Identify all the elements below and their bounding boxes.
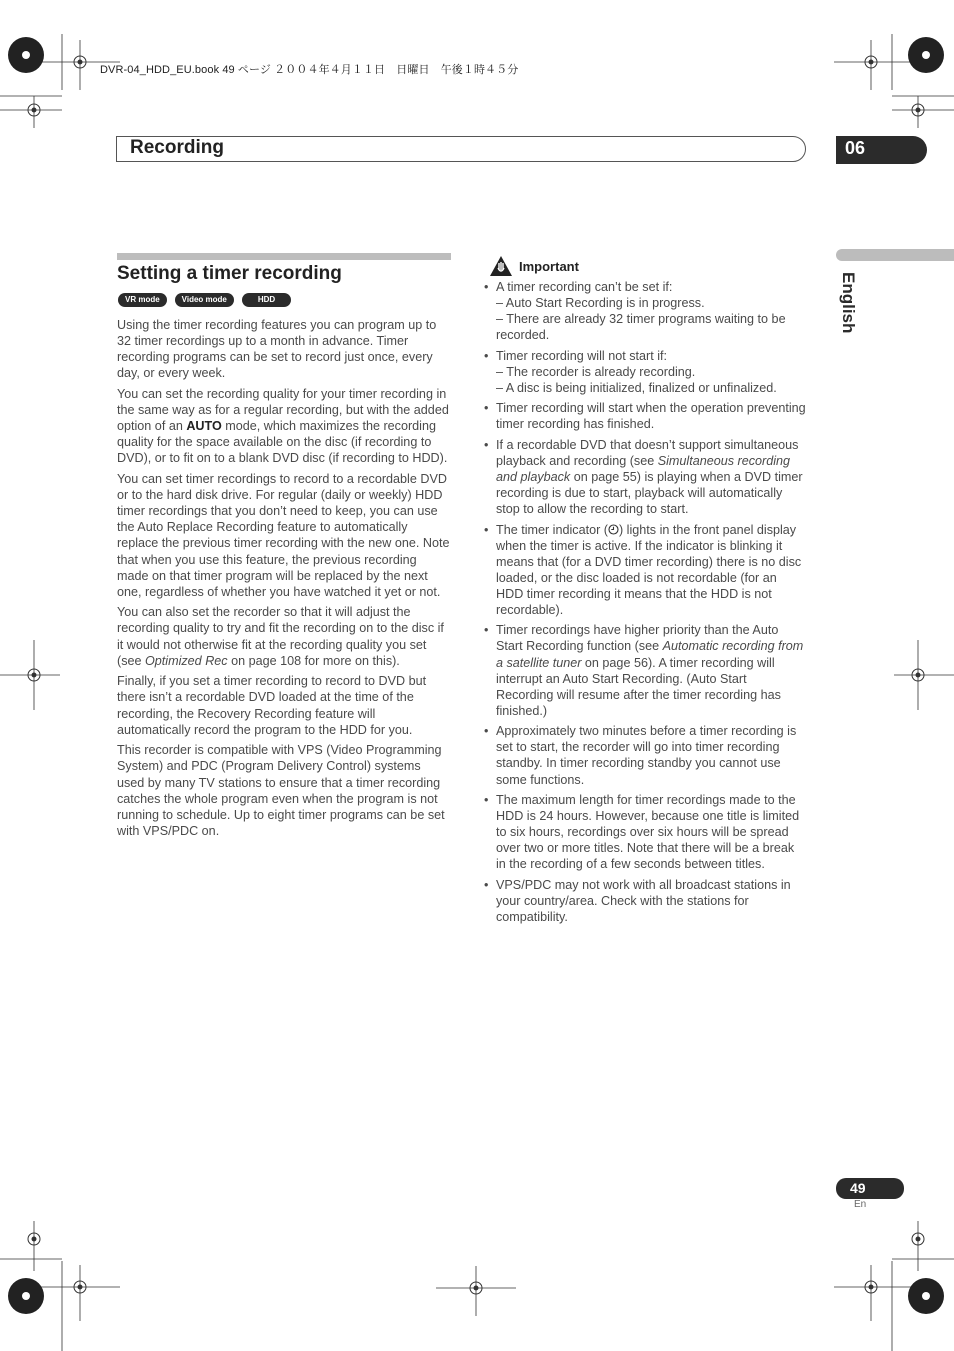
registration-mark-mid-left <box>0 640 60 710</box>
page-number: 49 <box>850 1180 866 1196</box>
list-item: • Approximately two minutes before a timer recording is set to start, the recorder will go into timer recording standby. In timer recording standby you cannot use some functions. <box>484 724 797 787</box>
paragraph: You can also set the recorder so that it will adjust the recording quality to try and fit the recording on to the disc if it would not otherwise fit at the recording quality you set (see Optimized Rec on page 108 for more on this). <box>117 605 444 668</box>
list-item: • A timer recording can’t be set if: – Auto Start Recording is in progress. – There are already 32 timer programs waiting to be recorded. <box>484 280 786 343</box>
list-item: • VPS/PDC may not work with all broadcast stations in your country/area. Check with the stations for compatibility. <box>484 877 791 924</box>
paragraph: Finally, if you set a timer recording to record to DVD but there isn’t a recordable DVD loaded at the time of the recording, the Recovery Recording feature will automatically record the program to the HDD for you. <box>117 674 427 737</box>
paragraph: You can set the recording quality for your timer recording in the same way as for a regular recording, but with the added option of an AUTO mode, which maximizes the recording quality for the space available on the disc (if recording to DVD), or to fit on to a blank DVD disc (if recording to HDD). <box>117 386 449 466</box>
chapter-number: 06 <box>845 138 866 158</box>
hand-warning-icon <box>489 255 513 277</box>
cross-reference: Simultaneous recording and playback <box>496 453 791 484</box>
badge-hdd: HDD <box>242 293 291 307</box>
list-item: • Timer recording will not start if: – The recorder is already recording. – A disc is being initialized, finalized or unfinalized. <box>484 348 777 395</box>
language-tab <box>836 249 954 261</box>
list-item: • If a recordable DVD that doesn’t support simultaneous playback and recording (see Simultaneous recording and playback on page 55) is playing when a DVD timer recording is due to start, playback will automatically stop to allow the recording to start. <box>484 437 803 517</box>
registration-mark-bottom-right <box>824 1221 954 1351</box>
badge-video-mode: Video mode <box>175 293 234 307</box>
mode-badges <box>118 293 291 307</box>
page-language: En <box>854 1199 867 1210</box>
list-item: • The maximum length for timer recordings made to the HDD is 24 hours. However, because one title is limited to six hours, recordings over six hours will be spread over two or more titles. Note that there will be a break in the recording of a few seconds between titles. <box>484 792 800 872</box>
language-label: English <box>839 272 858 334</box>
auto-mode-term: AUTO <box>186 419 222 434</box>
important-list <box>484 279 806 929</box>
registration-mark-bottom-center <box>436 1261 516 1321</box>
registration-mark-bottom-left <box>0 1221 130 1351</box>
header-title: Recording <box>130 137 224 158</box>
list-item: • Timer recordings have higher priority than the Auto Start Recording function (see Automatic recording from a satellite tuner on page 56). A timer recording will interrupt an Auto Start Recording. (Auto Start Recording will resume after the timer recording has finished.) <box>484 623 804 718</box>
section-title: Setting a timer recording <box>117 263 342 284</box>
page-number-tab <box>836 1178 904 1199</box>
timer-clock-icon <box>608 524 619 535</box>
cross-reference: Automatic recording from a satellite tuner <box>496 639 804 670</box>
print-info-line: DVR-04_HDD_EU.book 49 ページ ２００４年４月１１日 日曜日 午後１時４５分 <box>100 64 519 76</box>
paragraph: You can set timer recordings to record to a recordable DVD or to the hard disk drive. For regular (daily or weekly) HDD timer recordings that you don’t need to keep, you can use the Auto Replace Recording feature to automatically replace the previous timer recording with the new one. Note that when you use this feature, the previous recording made on that timer program will be replaced by the next one, regardless of whether you have watched it yet or not. <box>117 472 450 599</box>
list-item: • Timer recording will start when the operation preventing timer recording has finished. <box>484 401 806 432</box>
registration-mark-mid-right <box>894 640 954 710</box>
left-column <box>117 317 451 843</box>
important-heading <box>489 255 579 277</box>
list-item: • The timer indicator ( ) lights in the front panel display when the timer is active. If the indicator is blinking it means that (for a DVD timer recording) there is no disc loaded, or the disc loaded is not recordable (for an HDD timer recording it means that the HDD is not recordable). <box>484 522 802 617</box>
badge-vr-mode: VR mode <box>118 293 167 307</box>
cross-reference: Optimized Rec <box>145 653 228 668</box>
important-title: Important <box>519 258 579 274</box>
registration-mark-top-right <box>824 0 954 130</box>
section-bar <box>117 253 451 260</box>
paragraph: This recorder is compatible with VPS (Video Programming System) and PDC (Program Delivery Control) systems used by many TV stations to ensure that a timer recording catches the whole program even when the program is not running to schedule. Up to eight timer programs can be set with VPS/PDC on. <box>117 743 445 838</box>
paragraph: Using the timer recording features you can program up to 32 timer recordings up to a month in advance. Timer recording programs can be set to record just once, every day, or every week. <box>117 318 437 381</box>
